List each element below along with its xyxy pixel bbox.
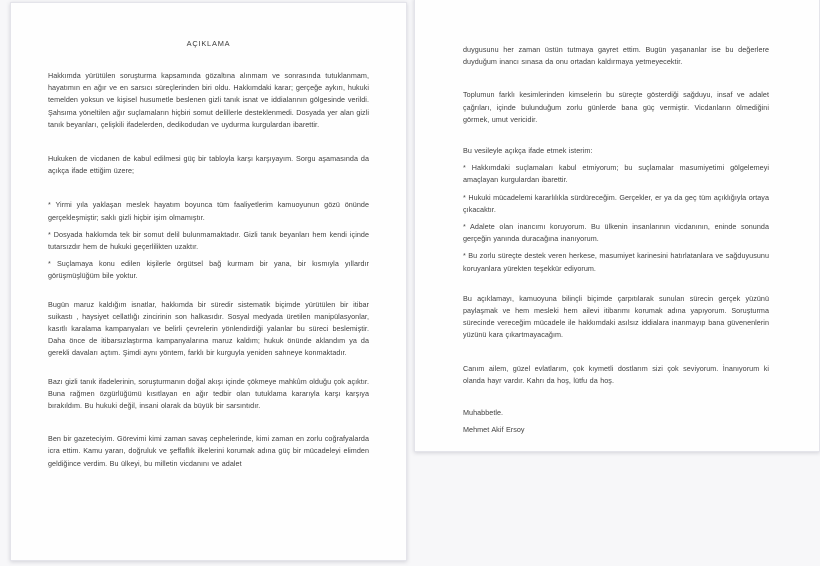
signature-name: Mehmet Akif Ersoy [463,425,525,435]
page-1 [10,2,407,561]
paragraph: Bu vesileyle açıkça ifade etmek isterim: [463,146,593,156]
paragraph: Canım ailem, güzel evlatlarım, çok kıymetli dostlarım sizi çok seviyorum. İnanıyorum ki olanda hayr vardır. Kahrı da hoş, lütfu da hoş. [463,363,769,385]
paragraph: Bu açıklamayı, kamuoyuna bilinçli biçimde çarpıtılarak sunulan sürecin gerçek yüzünü paylaşmak ve hem mesleki hem ailevi itibarımı korumak adına yapıyorum. Soruşturma sürecinde vereceğim mücadele ile hakkımdaki asılsız iddialara inanmayıp bana güvenenlerin yüzünü kara çıkartmayacağım. [463,293,769,340]
page-2 [414,0,820,452]
bullet-item: * Hakkımdaki suçlamaları kabul etmiyorum; bu suçlamalar masumiyetimi gölgelemeyi amaçlayan kurgulardan ibarettir. [463,163,769,185]
document-title: AÇIKLAMA [186,39,231,48]
bullet-item: * Hukuki mücadelemi kararlılıkla sürdüreceğim. Gerçekler, er ya da geç tüm açıklığıyla ortaya çıkacaktır. [463,192,769,214]
paragraph: Hukuken de vicdanen de kabul edilmesi güç bir tabloyla karşı karşıyayım. Sorgu aşamasında da açıkça ifade ettiğim üzere; [48,154,369,176]
bullet-item: * Adalete olan inancımı koruyorum. Bu ülkenin insanlarının vicdanının, eninde sonunda gerçeğin yanında duracağına inanıyorum. [463,222,769,244]
paragraph: Ben bir gazeteciyim. Görevimi kimi zaman savaş cephelerinde, kimi zaman en zorlu coğrafyalarda icra ettim. Kamu yararı, doğruluk ve şeffaflık ilkelerini korumak adına güç bir mücadeleyi elimden geldiğince verdim. Bu ülkeyi, bu milletin vicdanını ve adalet [48,434,369,468]
bullet-item: * Yirmi yıla yaklaşan meslek hayatım boyunca tüm faaliyetlerim kamuoyunun gözü önünde gerçekleşmiştir; saklı gizli hiçbir işim olmamıştır. [48,200,369,222]
bullet-item: * Dosyada hakkımda tek bir somut delil bulunmamaktadır. Gizli tanık beyanları hem kendi içinde tutarsızdır hem de hukuki geçerlilikten uzaktır. [48,229,369,252]
paragraph: Hakkımda yürütülen soruşturma kapsamında gözaltına alınmam ve sonrasında tutuklanmam, hayatımın en ağır ve en sarsıcı süreçlerinden biri oldu. Hakkımdaki karar; gerçeğe aykırı, hukuki temelden yoksun ve kişisel husumetle beslenen gizli tanık isnat ve iddialarının gölgesinde verildi. Şahsıma yöneltilen ağır suçlamaların hiçbiri somut delillerle desteklenmedi. Dosyada yer alan gizli tanık beyanları, çelişkili ifadelerden, dedikodudan ve uydurma kurgulardan ibarettir. [48,71,369,129]
paragraph: Bugün maruz kaldığım isnatlar, hakkımda bir süredir sistematik biçimde yürütülen bir itibar suikastı , haysiyet cellatlığı zincirinin son halkasıdır. Sosyal medyada üretilen manipülasyonlar, kasıtlı karalama kampanyaları ve belirli çevrelerin yönlendirdiği yalanlar bu süreci beslemiştir. Daha önce de itibarsızlaştırma kampanyalarına maruz kaldım; hukuk önünde aklandım ya da gerekli davaları açtım. Şimdi aynı yöntem, farklı bir kurguyla yeniden sahneye konmaktadır. [48,299,369,358]
bullet-item: * Bu zorlu süreçte destek veren herkese, masumiyet karinesini hatırlatanlara ve sağduyusunu koruyanlara yürekten teşekkür ediyorum. [463,251,769,273]
paragraph: Toplumun farklı kesimlerinden kimselerin bu süreçte gösterdiği sağduyu, insaf ve adalet çağrıları, içinde bulunduğum zorlu günlerde bana güç vermiştir. Vicdanların ölmediğini görmek, umut vericidir. [463,90,769,124]
paragraph: Bazı gizli tanık ifadelerinin, soruşturmanın doğal akışı içinde çökmeye mahkûm olduğu çok açıktır. Buna rağmen özgürlüğümü kısıtlayan en ağır tedbir olan tutuklama kararıyla karşı karşıya bırakıldım. Bu hukuki değil, insani olarak da büyük bir sarsıntıdır. [48,376,369,411]
paragraph: duygusunu her zaman üstün tutmaya gayret ettim. Bugün yaşananlar ise bu değerlere duyduğum inancı sınasa da onu ortadan kaldırmaya yetmeyecektir. [463,45,769,67]
bullet-item: * Suçlamaya konu edilen kişilerle örgütsel bağ kurmam bir yana, bir kısmıyla yıllardır görüşmüşlüğüm bile yoktur. [48,259,369,281]
signature-closing: Muhabbetle. [463,408,504,418]
